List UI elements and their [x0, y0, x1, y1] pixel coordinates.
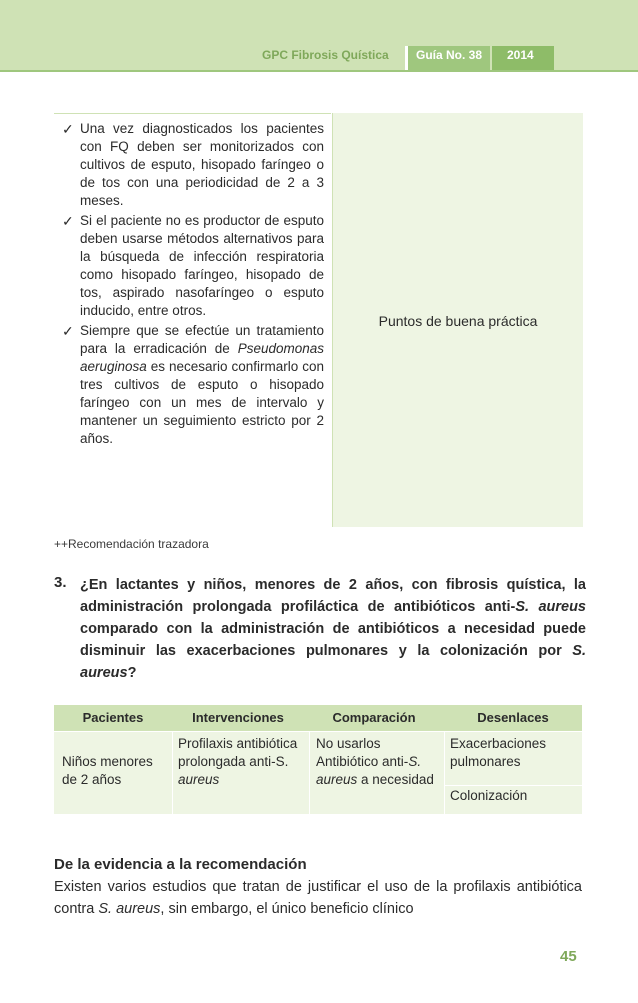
- text-run: comparado con la administración de antibióticos a necesidad puede disminuir las exacerbaciones pulmonares y la colonización por: [80, 621, 586, 659]
- text-run: Una vez diagnosticados los pacientes con FQ deben ser monitorizados con cultivos de esputo, hisopado faríngeo o de tos con una periodicidad de 2 a 3 meses.: [80, 121, 324, 208]
- text-run: No usarlos Antibiótico anti-: [316, 736, 409, 769]
- italic-text: S. aureus: [80, 643, 586, 681]
- footnote: ++Recomendación trazadora: [54, 537, 209, 551]
- header-title: GPC Fibrosis Quística: [262, 48, 389, 62]
- text-run: , sin embargo, el único beneficio clínico: [160, 901, 414, 917]
- pico-desenlaces-divider: [445, 785, 582, 786]
- recommendation-bullet: [62, 120, 324, 210]
- year-label: 2014: [507, 48, 534, 62]
- recommendation-bullets: [62, 120, 324, 450]
- text-run: Si el paciente no es productor de esputo deben usarse métodos alternativos para la búsqueda de infección respiratoria como hisopado faríngeo, hisopado de tos, aspirado nasofaríngeo o esputo inducido, entre otros.: [80, 213, 324, 318]
- pico-cell-comparacion: [316, 735, 440, 789]
- text-run: Existen varios estudios que tratan de justificar el uso de la profilaxis antibiótica contra: [54, 879, 582, 917]
- page-number: 45: [560, 948, 577, 965]
- checkmark-icon: ✓: [62, 213, 74, 229]
- checkmark-icon: ✓: [62, 323, 74, 339]
- italic-text: S. aureus: [316, 754, 422, 787]
- text-run: a necesidad: [357, 772, 434, 787]
- evidence-level-cell: [332, 113, 583, 527]
- pico-cell-intervenciones: [178, 735, 306, 789]
- pico-header-comparacion: Comparación: [332, 710, 416, 725]
- header-rule: [0, 70, 638, 72]
- pico-divider: [309, 732, 310, 814]
- pico-header-desenlaces: Desenlaces: [477, 710, 549, 725]
- section-title: De la evidencia a la recomendación: [54, 856, 307, 873]
- recommendation-bullet: [62, 322, 324, 448]
- question-text: [80, 574, 586, 684]
- pico-cell-pacientes: Niños menores de 2 años: [62, 754, 153, 787]
- text-run: Profilaxis antibiótica prolongada anti-S.: [178, 736, 298, 769]
- recommendation-text-cell: [54, 113, 331, 528]
- evidence-level: Puntos de buena práctica: [378, 313, 538, 329]
- guia-label: Guía No. 38: [416, 48, 483, 62]
- checkmark-icon: ✓: [62, 121, 74, 137]
- pico-divider: [172, 732, 173, 814]
- pico-divider: [444, 732, 445, 814]
- text-run: ?: [127, 665, 137, 681]
- pico-header-intervenciones: Intervenciones: [192, 710, 284, 725]
- text-run: Siempre que se efectúe un tratamiento para la erradicación de: [80, 323, 324, 356]
- italic-text: Pseudomonas aeruginosa: [80, 341, 324, 374]
- text-run: es necesario confirmarlo con tres cultivos de esputo o hisopado faríngeo con un mes de intervalo y mantener un seguimiento estricto por 2 años.: [80, 359, 324, 446]
- header-band: [0, 0, 638, 46]
- pico-header-pacientes: Pacientes: [82, 710, 144, 725]
- pico-cell-desenlace-1: Exacerbaciones pulmonares: [450, 736, 547, 769]
- recommendation-bullet: [62, 212, 324, 320]
- italic-text: aureus: [178, 772, 220, 787]
- recommendation-table: [54, 113, 582, 527]
- italic-text: S. aureus: [98, 901, 161, 917]
- text-run: ¿En lactantes y niños, menores de 2 años, con fibrosis quística, la administración prolongada profiláctica de antibióticos anti-: [80, 577, 586, 615]
- pico-cell-desenlace-2: Colonización: [450, 788, 528, 803]
- section-text: [54, 876, 582, 920]
- italic-text: S. aureus: [515, 599, 586, 615]
- question-number: 3.: [54, 574, 67, 591]
